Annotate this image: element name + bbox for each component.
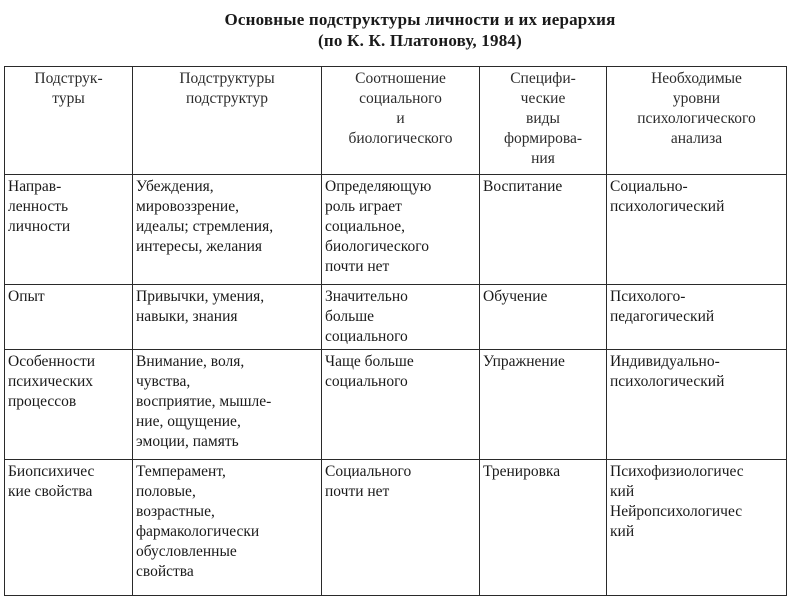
table-cell: Значительно больше социального <box>322 285 480 350</box>
table-cell: Чаще больше социального <box>322 350 480 460</box>
header-formation-types: Специфи- ческие виды формирова- ния <box>480 67 607 175</box>
table-cell: Биопсихичес кие свойства <box>5 460 133 596</box>
header-sub-substructures: Подструктуры подструктур <box>133 67 322 175</box>
document-title: Основные подструктуры личности и их иерархия <box>224 10 616 29</box>
table-cell: Обучение <box>480 285 607 350</box>
table-row <box>5 285 787 350</box>
header-social-biological-ratio: Соотношение социального и биологического <box>322 67 480 175</box>
table-cell: Направ- ленность личности <box>5 175 133 285</box>
table-cell: Привычки, умения, навыки, знания <box>133 285 322 350</box>
personality-substructures-table <box>4 66 787 596</box>
table-cell: Упражнение <box>480 350 607 460</box>
table-cell: Особенности психических процессов <box>5 350 133 460</box>
table-cell: Убеждения, мировоззрение, идеалы; стремления, интересы, желания <box>133 175 322 285</box>
table-cell: Определяющую роль играет социальное, биологического почти нет <box>322 175 480 285</box>
table-header-row <box>5 67 787 175</box>
table-cell: Психолого- педагогический <box>607 285 787 350</box>
table-cell: Темперамент, половые, возрастные, фармакологически обусловленные свойства <box>133 460 322 596</box>
table-row <box>5 460 787 596</box>
document-subtitle: (по К. К. Платонову, 1984) <box>318 31 522 50</box>
table-cell: Психофизиологичес кий Нейропсихологичес кий <box>607 460 787 596</box>
table-row <box>5 175 787 285</box>
table-cell: Тренировка <box>480 460 607 596</box>
table-cell: Индивидуально- психологический <box>607 350 787 460</box>
table-cell: Социально- психологический <box>607 175 787 285</box>
header-substructures: Подструк- туры <box>5 67 133 175</box>
table-cell: Внимание, воля, чувства, восприятие, мышле- ние, ощущение, эмоции, память <box>133 350 322 460</box>
table-cell: Опыт <box>5 285 133 350</box>
table-cell: Воспитание <box>480 175 607 285</box>
table-row <box>5 350 787 460</box>
header-analysis-levels: Необходимые уровни психологического анализа <box>607 67 787 175</box>
table-cell: Социального почти нет <box>322 460 480 596</box>
